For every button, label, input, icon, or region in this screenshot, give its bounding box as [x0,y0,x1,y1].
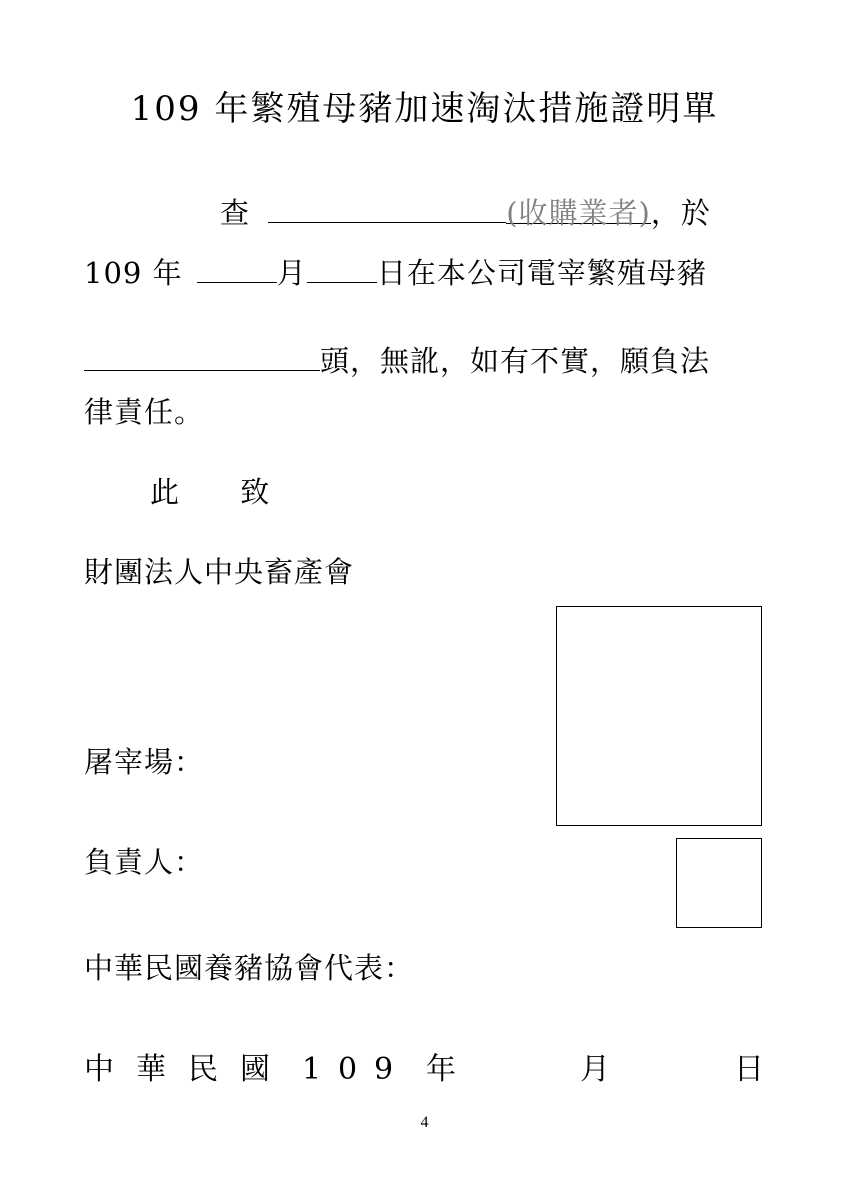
date-char-guo: 國 [240,1052,270,1087]
head-count-blank[interactable] [84,340,320,371]
yu-text: ，於 [650,196,711,230]
head-text: 頭，無訛，如有不實，願負法 [320,344,711,378]
day-blank[interactable] [307,252,377,283]
salutation [150,472,270,512]
buyer-blank[interactable] [268,192,506,223]
liability-text: 律責任。 [84,395,205,429]
date-char-hua: 華 [136,1052,166,1087]
month-text: 月 [276,256,307,290]
page-title: 109 年繁殖母豬加速淘汰措施證明單 [130,89,719,129]
date-digit-1: 1 [302,1052,322,1087]
date-digit-9: 9 [374,1052,394,1087]
body-line-4 [84,392,204,432]
recipient: 財團法人中央畜產會 [84,555,355,589]
company-seal-box [556,606,762,826]
date-char-yue: 月 [580,1052,610,1087]
date-digit-0: 0 [338,1052,358,1087]
body-line-2 [84,252,707,293]
page-number: 4 [420,1114,429,1131]
date-char-zhong: 中 [84,1052,114,1087]
day-text: 日在本公司電宰繁殖母豬 [376,256,707,290]
salutation-ci: 此 [150,475,181,509]
date-char-nian: 年 [426,1052,456,1087]
cha-text: 查 [220,196,251,230]
body-line-1 [220,192,711,233]
buyer-placeholder: (收購業者) [506,193,651,224]
date-char-min: 民 [188,1052,218,1087]
association-rep-label: 中華民國養豬協會代表： [84,951,415,985]
salutation-zhi: 致 [240,475,271,509]
responsible-person-label: 負責人： [84,845,205,879]
year-text: 109 年 [84,256,183,290]
slaughterhouse-label: 屠宰場： [84,745,205,779]
body-line-3 [84,340,710,381]
date-char-ri: 日 [734,1052,764,1087]
month-blank[interactable] [197,252,277,283]
personal-seal-box [676,838,762,928]
